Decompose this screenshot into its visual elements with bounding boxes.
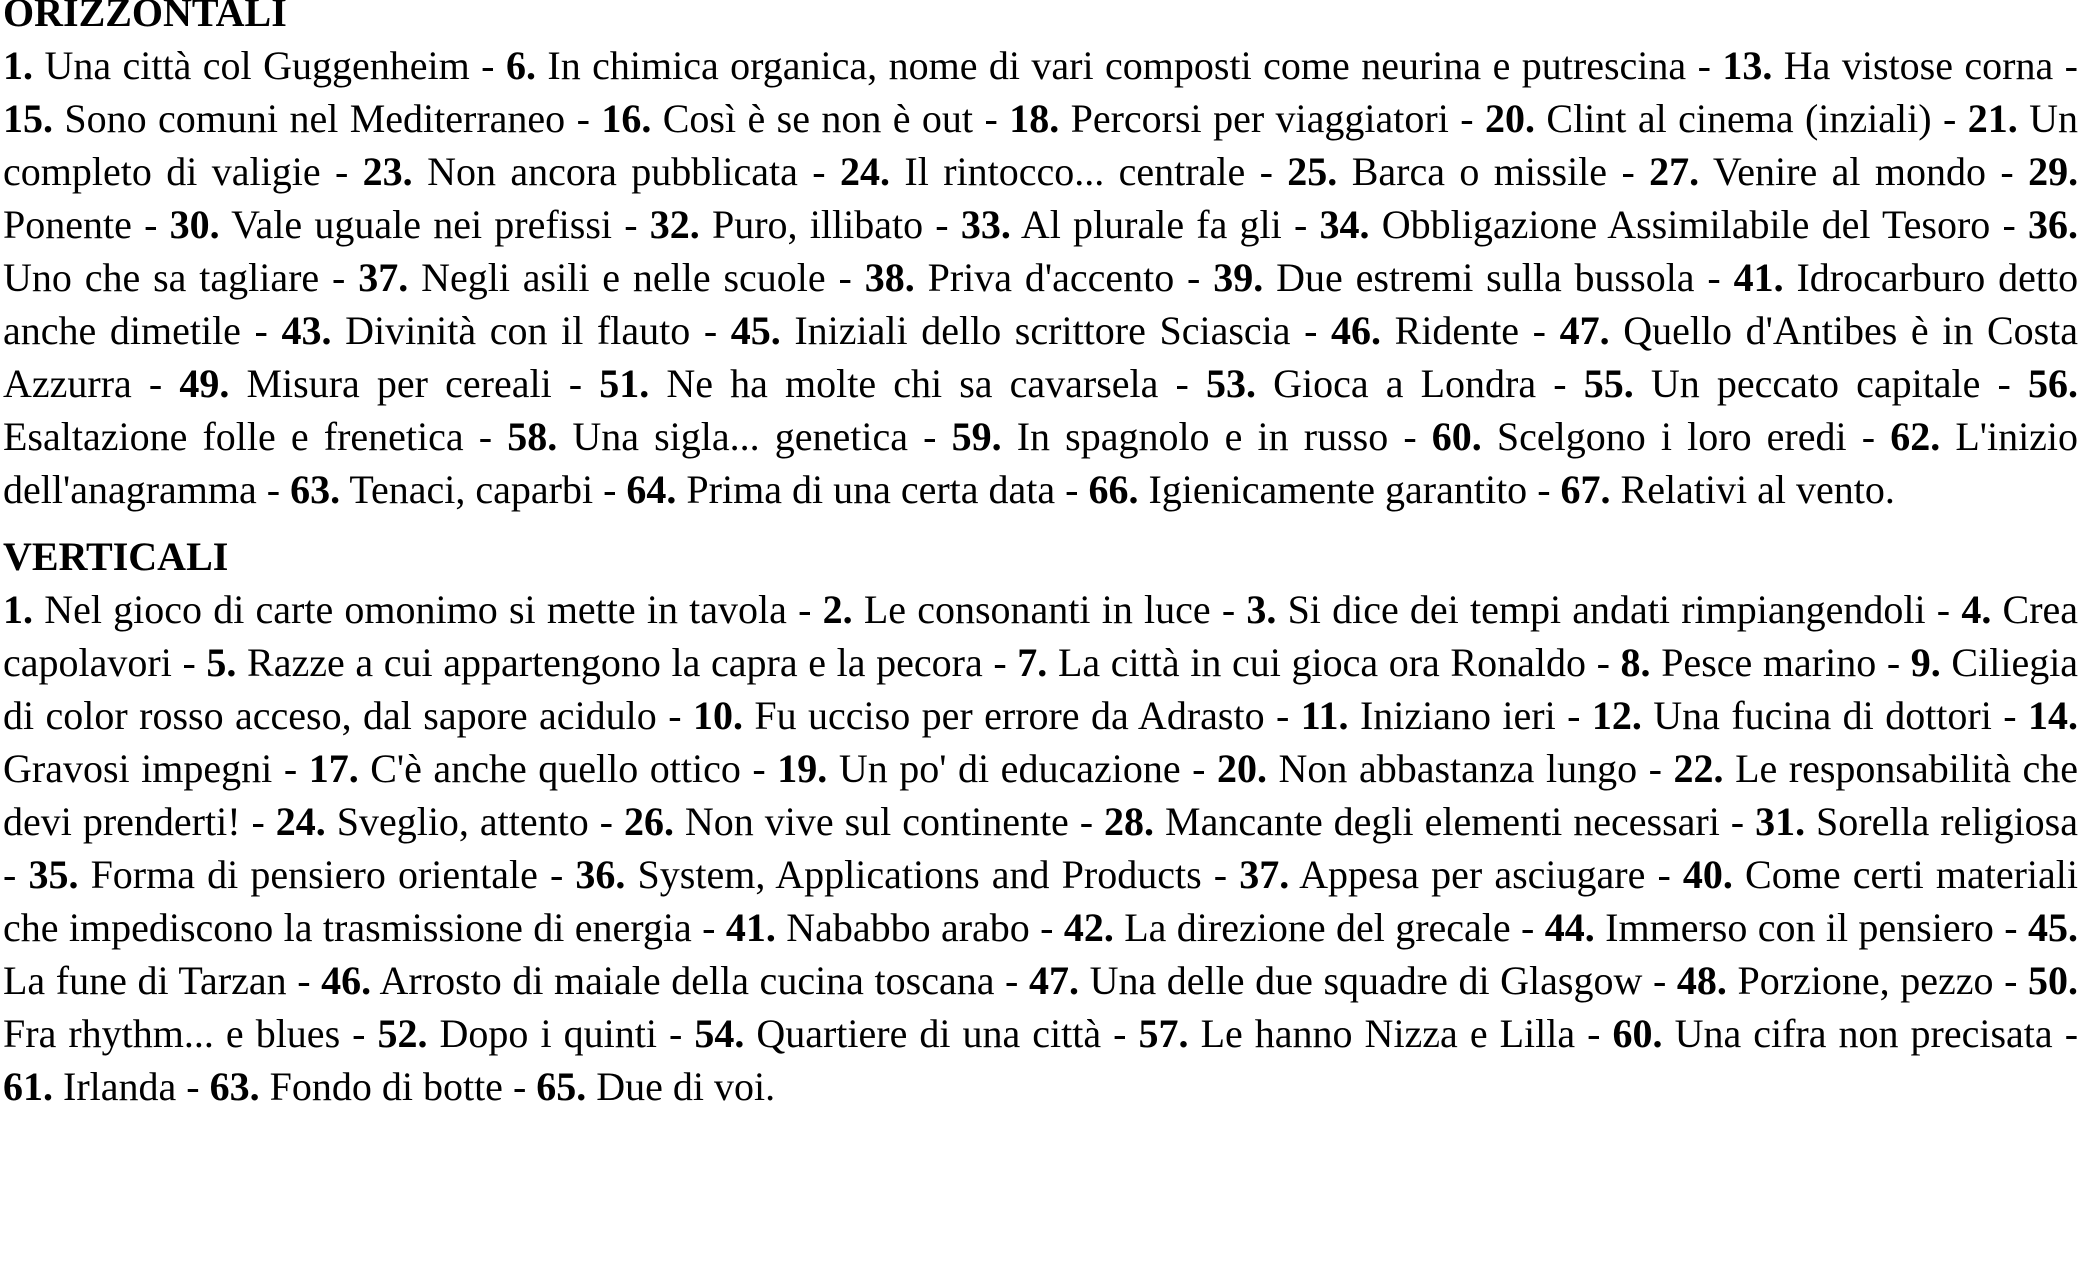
clue [865, 255, 1174, 300]
clue-text: La città in cui gioca ora Ronaldo [1057, 640, 1586, 685]
clue-number: 2. [822, 587, 853, 632]
section-title-orizzontali: ORIZZONTALI [3, 0, 287, 35]
clue [1320, 202, 1991, 247]
clue [321, 958, 994, 1003]
clue-text: La direzione del grecale [1124, 905, 1511, 950]
clue [363, 149, 798, 194]
clue-number: 46. [1331, 308, 1382, 353]
clue-number: 21. [1967, 96, 2018, 141]
clue-text: Quartiere di una città [756, 1011, 1102, 1056]
clue-number: 62. [1890, 414, 1941, 459]
clue [1104, 799, 1720, 844]
clue-text: Razze a cui appartengono la capra e la pecora [247, 640, 983, 685]
clue-number: 31. [1755, 799, 1806, 844]
clue-text: Igienicamente garantito [1148, 467, 1528, 512]
clue [179, 361, 551, 406]
clue-number: 36. [2028, 202, 2078, 247]
clue-text: Idrocarburo detto anche dimetile [3, 255, 2079, 353]
clue-text: Crea capolavori [3, 587, 2079, 685]
clue-text: Nel gioco di carte omonimo si mette in tavola [44, 587, 787, 632]
clue-text: Uno che sa tagliare [3, 255, 320, 300]
clue-number: 59. [951, 414, 1002, 459]
clue [1206, 361, 1536, 406]
clue [536, 1064, 775, 1109]
clue [1561, 467, 1895, 512]
clue-text: Irlanda [63, 1064, 177, 1109]
clue [694, 1011, 1101, 1056]
clue [1139, 1011, 1576, 1056]
clue-text: Clint al cinema (inziali) [1546, 96, 1932, 141]
clue-number: 17. [308, 746, 359, 791]
clue-text: Dopo i quinti [439, 1011, 657, 1056]
clue-text: Fondo di botte [269, 1064, 503, 1109]
clue-number: 28. [1104, 799, 1155, 844]
clue-number: 60. [1612, 1011, 1663, 1056]
clue [961, 202, 1282, 247]
clues-orizzontali: 1. Una città col Guggenheim - 6. In chimica organica, nome di vari composti come neurina e putrescina - 13. Ha vistose corna - 15. Sono comuni nel Mediterraneo - 16. Così è se non è out - 18. Percorsi per viaggiatori - 20. Clint al cinema (inziali) - 21. Un completo di valigie - 23. Non ancora pubblicata - 24. Il rintocco... centrale - 25. Barca o missile - 27. Venire al mondo - 29. Ponente - 30. Vale uguale nei prefissi - 32. Puro, illibato - 33. Al plurale fa gli - 34. Obbligazione Assimilabile del Tesoro - 36. Uno che sa tagliare - 37. Negli asili e nelle scuole - 38. Priva d'accento - 39. Due estremi sulla bussola - 41. Idrocarburo detto anche dimetile - 43. Divinità con il flauto - 45. Iniziali dello scrittore Sciascia - 46. Ridente - 47. Quello d'Antibes è in Costa Azzurra - 49. Misura per cereali - 51. Ne ha molte chi sa cavarsela - 53. Gioca a Londra - 55. Un peccato capitale - 56. Esaltazione folle e frenetica - 58. Una sigla... genetica - 59. In spagnolo e in russo - 60. Scelgono i loro eredi - 62. L'inizio dell'anagramma - 63. Tenaci, caparbi - 64. Prima di una certa data - 66. Igienicamente garantito - 67. Relativi al vento. [3, 43, 2079, 512]
clue-number: 22. [1673, 746, 1724, 791]
clue-text: Sveglio, attento [336, 799, 589, 844]
clue [1584, 361, 1981, 406]
clue-text: Ciliegia di color rosso acceso, dal sapore acidulo [3, 640, 2079, 738]
clue-number: 46. [321, 958, 372, 1003]
clue-text: Una città col Guggenheim [44, 43, 470, 88]
clue [378, 1011, 657, 1056]
clue [1287, 149, 1607, 194]
clue-number: 54. [694, 1011, 745, 1056]
clue-number: 49. [179, 361, 230, 406]
clue-number: 18. [1009, 96, 1060, 141]
clue-number: 41. [1733, 255, 1784, 300]
clue-number: 13. [1722, 43, 1773, 88]
clue [1009, 96, 1449, 141]
clue-number: 24. [275, 799, 326, 844]
clue-text: Immerso con il pensiero [1605, 905, 1994, 950]
clue-text: Negli asili e nelle scuole [421, 255, 826, 300]
clue-number: 52. [377, 1011, 428, 1056]
clue-text: Una cifra non precisata [1674, 1011, 2053, 1056]
clue [170, 202, 612, 247]
clue [3, 1064, 176, 1109]
clue-number: 29. [2028, 149, 2079, 194]
clue-number: 56. [2028, 361, 2078, 406]
clue [281, 308, 690, 353]
clue-text: Porzione, pezzo [1737, 958, 1994, 1003]
clue [1029, 958, 1642, 1003]
clue [507, 414, 908, 459]
clue [290, 467, 593, 512]
clue-number: 37. [1239, 852, 1290, 897]
clue-number: 51. [599, 361, 650, 406]
clue [1485, 96, 1932, 141]
clue-number: 6. [505, 43, 536, 88]
clue [1239, 852, 1645, 897]
clue [1331, 308, 1519, 353]
clue [601, 96, 973, 141]
clue [210, 1064, 503, 1109]
clue-text: Due di voi. [596, 1064, 776, 1109]
clue-number: 30. [169, 202, 220, 247]
clue-text: Una fucina di dottori [1653, 693, 1992, 738]
clue-number: 67. [1560, 467, 1611, 512]
clue-number: 39. [1213, 255, 1264, 300]
clue-number: 10. [692, 693, 743, 738]
clue-number: 61. [3, 1064, 53, 1109]
clue-number: 33. [960, 202, 1011, 247]
clue-text: Ne ha molte chi sa cavarsela [666, 361, 1159, 406]
clue [1545, 905, 1994, 950]
clue-number: 55. [1583, 361, 1634, 406]
clue-text: System, Applications and Products [637, 852, 1202, 897]
clue-text: Sorella religiosa [1816, 799, 2079, 844]
clue-number: 19. [777, 746, 828, 791]
clue-text: L'inizio dell'anagramma [3, 414, 2079, 512]
clue [575, 852, 1201, 897]
clue-number: 65. [536, 1064, 587, 1109]
clue-number: 1. [3, 587, 33, 632]
clue [358, 255, 825, 300]
clue [1432, 414, 1847, 459]
clue [650, 202, 923, 247]
clue-text: Ridente [1394, 308, 1520, 353]
clue-number: 24. [840, 149, 890, 194]
clue-number: 48. [1676, 958, 1727, 1003]
clue-text: Un completo di valigie [3, 96, 2079, 194]
clue-text: Forma di pensiero orientale [90, 852, 538, 897]
clue-text: Esaltazione folle e frenetica [3, 414, 464, 459]
clue-number: 50. [2028, 958, 2078, 1003]
clues-verticali: 1. Nel gioco di carte omonimo si mette in tavola - 2. Le consonanti in luce - 3. Si dice dei tempi andati rimpiangendoli - 4. Crea capolavori - 5. Razze a cui appartengono la capra e la pecora - 7. La città in cui gioca ora Ronaldo - 8. Pesce marino - 9. Ciliegia di color rosso acceso, dal sapore acidulo - 10. Fu ucciso per errore da Adrasto - 11. Iniziano ieri - 12. Una fucina di dottori - 14. Gravosi impegni - 17. C'è anche quello ottico - 19. Un po' di educazione - 20. Non abbastanza lungo - 22. Le responsabilità che devi prenderti! - 24. Sveglio, attento - 26. Non vive sul continente - 28. Mancante degli elementi necessari - 31. Sorella religiosa - 35. Forma di pensiero orientale - 36. System, Applications and Products - 37. Appesa per asciugare - 40. Come certi materiali che impediscono la trasmissione di energia - 41. Nababbo arabo - 42. La direzione del grecale - 44. Immerso con il pensiero - 45. La fune di Tarzan - 46. Arrosto di maiale della cucina toscana - 47. Una delle due squadre di Glasgow - 48. Porzione, pezzo - 50. Fra rhythm... e blues - 52. Dopo i quinti - 54. Quartiere di una città - 57. Le hanno Nizza e Lilla - 60. Una cifra non precisata - 61. Irlanda - 63. Fondo di botte - 65. Due di voi. [3, 587, 2079, 1109]
clue-text: Fra rhythm... e blues [3, 1011, 341, 1056]
clue-text: Scelgono i loro eredi [1496, 414, 1847, 459]
clue-text: Un po' di educazione [838, 746, 1181, 791]
clue-text: Pesce marino [1661, 640, 1877, 685]
clue [1217, 746, 1637, 791]
clue [309, 746, 741, 791]
clue-number: 20. [1484, 96, 1535, 141]
clue [206, 640, 982, 685]
clue-text: Come certi materiali che impediscono la trasmissione di energia [3, 852, 2079, 950]
clue-number: 27. [1649, 149, 1700, 194]
clue-number: 1. [3, 43, 33, 88]
clue [1246, 587, 1925, 632]
clue-number: 37. [358, 255, 409, 300]
clue-text: Obbligazione Assimilabile del Tesoro [1381, 202, 1991, 247]
clue-text: Al plurale fa gli [1020, 202, 1282, 247]
clue-number: 4. [1961, 587, 1992, 632]
clue [1621, 640, 1877, 685]
clue-text: Percorsi per viaggiatori [1070, 96, 1449, 141]
clue-number: 66. [1088, 467, 1139, 512]
clue-number: 44. [1544, 905, 1595, 950]
clue-text: Gioca a Londra [1273, 361, 1537, 406]
clue-number: 5. [206, 640, 237, 685]
clue-text: In spagnolo e in russo [1016, 414, 1389, 459]
clue-number: 23. [362, 149, 413, 194]
clue-text: Barca o missile [1351, 149, 1608, 194]
clue-text: Non vive sul continente [684, 799, 1069, 844]
clue-text: Sono comuni nel Mediterraneo [64, 96, 566, 141]
clue-text: Iniziali dello scrittore Sciascia [794, 308, 1291, 353]
clue-text: Venire al mondo [1712, 149, 1986, 194]
clue [626, 467, 1055, 512]
clue-text: Iniziano ieri [1359, 693, 1556, 738]
clue-number: 38. [864, 255, 915, 300]
clue [1301, 693, 1556, 738]
clue [28, 852, 537, 897]
clue-text: C'è anche quello ottico [370, 746, 741, 791]
clue-number: 41. [725, 905, 776, 950]
clue [1722, 43, 2053, 88]
clue-text: Il rintocco... centrale [904, 149, 1246, 194]
clue [1017, 640, 1586, 685]
clue [3, 43, 470, 88]
clue-number: 63. [209, 1064, 260, 1109]
clue-number: 12. [1591, 693, 1642, 738]
clue [823, 587, 1211, 632]
clue-number: 40. [1682, 852, 1733, 897]
clue-text: Mancante degli elementi necessari [1165, 799, 1720, 844]
clue-number: 3. [1246, 587, 1277, 632]
clue [952, 414, 1389, 459]
section-title-verticali: VERTICALI [3, 534, 229, 579]
clue-text: Nababbo arabo [786, 905, 1030, 950]
clue-text: Puro, illibato [711, 202, 924, 247]
clue-text: Le responsabilità che devi prenderti! [3, 746, 2079, 844]
clue-text: Priva d'accento [927, 255, 1175, 300]
clue-text: Un peccato capitale [1650, 361, 1981, 406]
clue-text: Vale uguale nei prefissi [231, 202, 613, 247]
clue-text: Le hanno Nizza e Lilla [1200, 1011, 1576, 1056]
clue [1064, 905, 1511, 950]
clue-number: 47. [1028, 958, 1079, 1003]
clue [3, 587, 787, 632]
clue-text: Gravosi impegni [3, 746, 273, 791]
clue [840, 149, 1245, 194]
clue-text: Misura per cereali [246, 361, 552, 406]
clue-text: In chimica organica, nome di vari composti come neurina e putrescina [547, 43, 1687, 88]
clue-number: 43. [281, 308, 332, 353]
clue-text: Una delle due squadre di Glasgow [1089, 958, 1643, 1003]
clue-text: Una sigla... genetica [572, 414, 908, 459]
clue-number: 60. [1431, 414, 1482, 459]
clue-text: Divinità con il flauto [345, 308, 691, 353]
clue-number: 58. [507, 414, 558, 459]
clue-text: Relativi al vento. [1620, 467, 1895, 512]
clue-number: 64. [626, 467, 677, 512]
clue [731, 308, 1291, 353]
clue-number: 47. [1559, 308, 1610, 353]
clue-text: Ha vistose corna [1783, 43, 2054, 88]
clue [726, 905, 1030, 950]
clue-text: Non ancora pubblicata [427, 149, 798, 194]
clue-number: 32. [649, 202, 700, 247]
clue-text: Le consonanti in luce [863, 587, 1211, 632]
clue-number: 11. [1300, 693, 1349, 738]
clue-number: 15. [3, 96, 53, 141]
clue-text: Si dice dei tempi andati rimpiangendoli [1287, 587, 1926, 632]
clue-text: Ponente [3, 202, 132, 247]
clue-number: 9. [1910, 640, 1941, 685]
clue [693, 693, 1265, 738]
clue-number: 25. [1287, 149, 1338, 194]
clue-number: 14. [2028, 693, 2078, 738]
clue [777, 746, 1180, 791]
clue-number: 26. [623, 799, 674, 844]
clue [1649, 149, 1986, 194]
clue-text: Due estremi sulla bussola [1276, 255, 1695, 300]
clue-text: La fune di Tarzan [3, 958, 287, 1003]
clue-text: Così è se non è out [662, 96, 974, 141]
clue [624, 799, 1069, 844]
clue-text: Fu ucciso per errore da Adrasto [754, 693, 1265, 738]
clue-number: 7. [1017, 640, 1048, 685]
clue-number: 16. [601, 96, 652, 141]
clue-text: Non abbastanza lungo [1278, 746, 1638, 791]
clue-number: 57. [1138, 1011, 1189, 1056]
clue [506, 43, 1686, 88]
clue [1213, 255, 1694, 300]
clue-number: 8. [1620, 640, 1651, 685]
clue-number: 36. [575, 852, 626, 897]
clue [1677, 958, 1994, 1003]
clue-text: Quello d'Antibes è in Costa Azzurra [3, 308, 2079, 406]
clue-text: Prima di una certa data [686, 467, 1056, 512]
clue [276, 799, 589, 844]
clue [1755, 799, 2078, 844]
clue [599, 361, 1158, 406]
clue-number: 35. [28, 852, 79, 897]
clue [1088, 467, 1527, 512]
clue-number: 20. [1217, 746, 1267, 791]
clue-number: 42. [1063, 905, 1114, 950]
clue-text: Appesa per asciugare [1299, 852, 1646, 897]
clue-number: 53. [1205, 361, 1256, 406]
clue-number: 45. [730, 308, 781, 353]
clue [1613, 1011, 2053, 1056]
clue [1592, 693, 1992, 738]
clue-text: Tenaci, caparbi [349, 467, 594, 512]
clue-number: 45. [2028, 905, 2079, 950]
clue-text: Arrosto di maiale della cucina toscana [379, 958, 995, 1003]
clue-number: 34. [1319, 202, 1370, 247]
clue-number: 63. [290, 467, 341, 512]
clue [3, 96, 565, 141]
